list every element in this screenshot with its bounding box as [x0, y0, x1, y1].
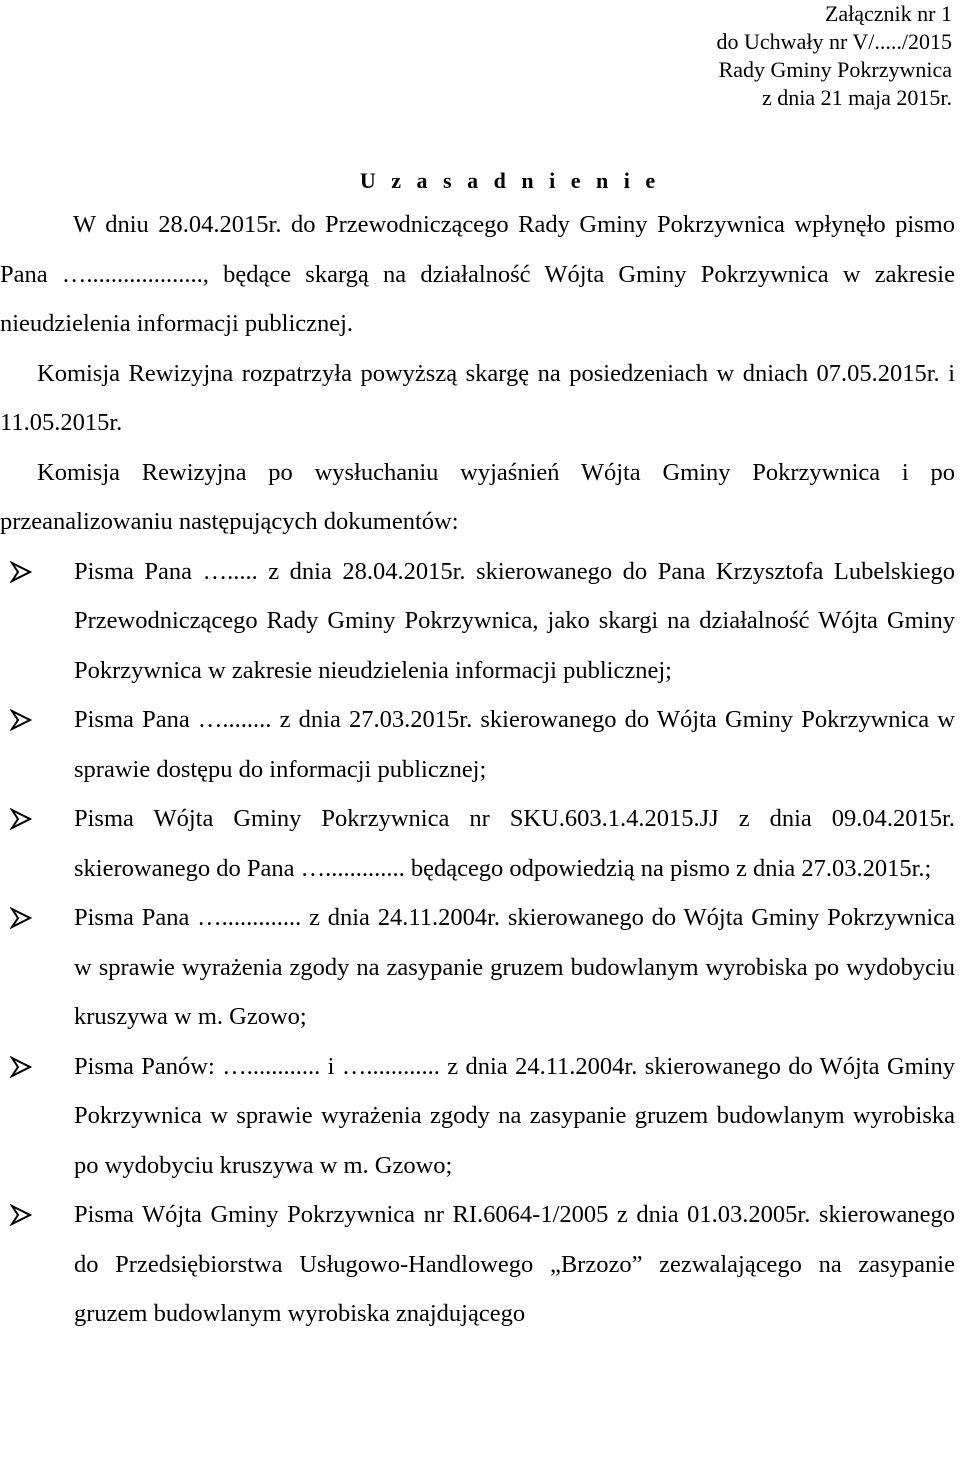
documents-list [0, 547, 955, 1339]
list-item-text: Pisma Panów: …............ i …............ z dnia 24.11.2004r. skierowanego do Wójta Gminy Pokrzywnica w sprawie wyrażenia zgody na zasypanie gruzem budowlanym wyrobiska po wydobyciu kruszywa w m. Gzowo; [74, 1052, 955, 1179]
list-item [0, 794, 955, 893]
list-item-text: Pisma Pana …........ z dnia 27.03.2015r. skierowanego do Wójta Gminy Pokrzywnica w sprawie dostępu do informacji publicznej; [74, 706, 955, 783]
arrowhead-bullet-icon [10, 1204, 32, 1226]
arrowhead-bullet-icon [10, 709, 32, 731]
list-item [0, 695, 955, 794]
arrowhead-bullet-icon [10, 907, 32, 929]
list-item [0, 547, 955, 696]
list-item-text: Pisma Pana …..... z dnia 28.04.2015r. skierowanego do Pana Krzysztofa Lubelskiego Przewodniczącego Rady Gminy Pokrzywnica, jako skargi na działalność Wójta Gminy Pokrzywnica w zakresie nieudzielenia informacji publicznej; [74, 557, 955, 684]
list-item-text: Pisma Pana …............. z dnia 24.11.2004r. skierowanego do Wójta Gminy Pokrzywnica w sprawie wyrażenia zgody na zasypanie gruzem budowlanym wyrobiska po wydobyciu kruszywa w m. Gzowo; [74, 904, 955, 1030]
list-item [0, 1190, 955, 1339]
attachment-header [717, 0, 952, 112]
attachment-line: do Uchwały nr V/...../2015 [716, 29, 952, 54]
paragraph: Komisja Rewizyjna rozpatrzyła powyższą skargę na posiedzeniach w dniach 07.05.2015r. i 11.05.2015r. [0, 359, 955, 436]
attachment-line: Załącznik nr 1 [824, 1, 952, 26]
arrowhead-bullet-icon [10, 1056, 32, 1078]
document-body [0, 200, 955, 1339]
paragraph: W dniu 28.04.2015r. do Przewodniczącego Rady Gminy Pokrzywnica wpłynęło pismo Pana …..................., będące skargą na działalność Wójta Gminy Pokrzywnica w zakresie nieudzielenia informacji publicznej. [0, 211, 955, 337]
list-item-text: Pisma Wójta Gminy Pokrzywnica nr RI.6064-1/2005 z dnia 01.03.2005r. skierowanego do Przedsiębiorstwa Usługowo-Handlowego „Brzozo” zezwalającego na zasypanie gruzem budowlanym wyrobiska znajdującego [74, 1201, 955, 1327]
list-item [0, 1042, 955, 1191]
arrowhead-bullet-icon [10, 561, 32, 583]
arrowhead-bullet-icon [10, 808, 32, 830]
paragraph: Komisja Rewizyjna po wysłuchaniu wyjaśnień Wójta Gminy Pokrzywnica i po przeanalizowaniu następujących dokumentów: [0, 458, 955, 535]
attachment-line: z dnia 21 maja 2015r. [761, 85, 952, 110]
list-item-text: Pisma Wójta Gminy Pokrzywnica nr SKU.603.1.4.2015.JJ z dnia 09.04.2015r. skierowanego do Pana …............. będącego odpowiedzią na pismo z dnia 27.03.2015r.; [74, 805, 955, 882]
attachment-line: Rady Gminy Pokrzywnica [718, 57, 952, 82]
list-item [0, 893, 955, 1042]
document-title: U z a s a d n i e n i e [359, 168, 661, 193]
